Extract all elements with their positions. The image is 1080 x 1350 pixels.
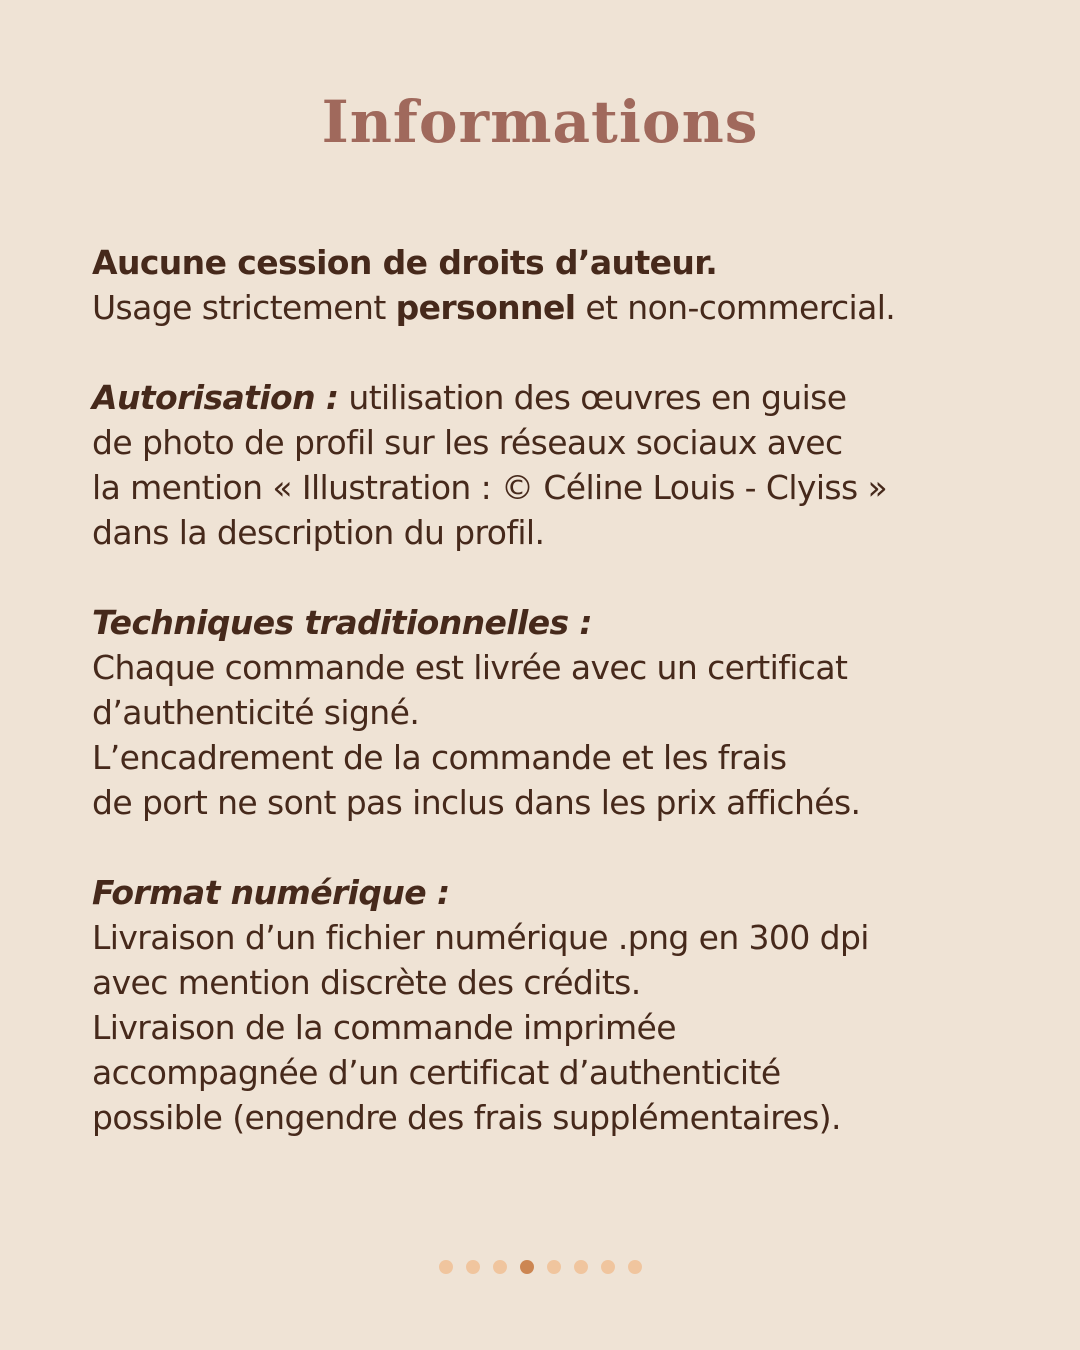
section-line: avec mention discrète des crédits. (92, 963, 641, 1002)
section-heading: Techniques traditionnelles : (92, 603, 593, 642)
text-span: et non-commercial. (575, 288, 896, 327)
section-line: accompagnée d’un certificat d’authenticité (92, 1053, 781, 1092)
section-line: Livraison de la commande imprimée (92, 1008, 676, 1047)
pagination-dot[interactable] (493, 1260, 507, 1274)
section-line: possible (engendre des frais supplémentaires). (92, 1098, 841, 1137)
section-line: dans la description du profil. (92, 513, 545, 552)
pagination-dot[interactable] (628, 1260, 642, 1274)
section-line: de photo de profil sur les réseaux sociaux avec (92, 423, 843, 462)
pagination-dot[interactable] (601, 1260, 615, 1274)
section-line (92, 285, 992, 330)
carousel-pagination (0, 1260, 1080, 1274)
section-heading: Autorisation : (92, 378, 339, 417)
section-copyright (92, 240, 992, 330)
text-span: utilisation des œuvres en guise (338, 378, 847, 417)
pagination-dot-active[interactable] (520, 1260, 534, 1274)
section-digital (92, 870, 992, 1140)
text-span: Usage strictement (92, 288, 396, 327)
section-line: Livraison d’un fichier numérique .png en 300 dpi (92, 918, 869, 957)
pagination-dot[interactable] (574, 1260, 588, 1274)
info-content (92, 240, 992, 1185)
page-title: Informations (321, 88, 759, 156)
section-line: Chaque commande est livrée avec un certificat (92, 648, 848, 687)
pagination-dot[interactable] (547, 1260, 561, 1274)
section-line: la mention « Illustration : © Céline Louis - Clyiss » (92, 468, 888, 507)
section-heading: Format numérique : (92, 873, 450, 912)
section-line: de port ne sont pas inclus dans les prix affichés. (92, 783, 861, 822)
section-traditional (92, 600, 992, 825)
pagination-dot[interactable] (439, 1260, 453, 1274)
section-line: L’encadrement de la commande et les frais (92, 738, 787, 777)
pagination-dot[interactable] (466, 1260, 480, 1274)
section-heading: Aucune cession de droits d’auteur. (92, 243, 718, 282)
emphasis-text: personnel (395, 288, 576, 327)
section-authorization (92, 375, 992, 555)
section-line: d’authenticité signé. (92, 693, 420, 732)
section-line (92, 375, 992, 420)
